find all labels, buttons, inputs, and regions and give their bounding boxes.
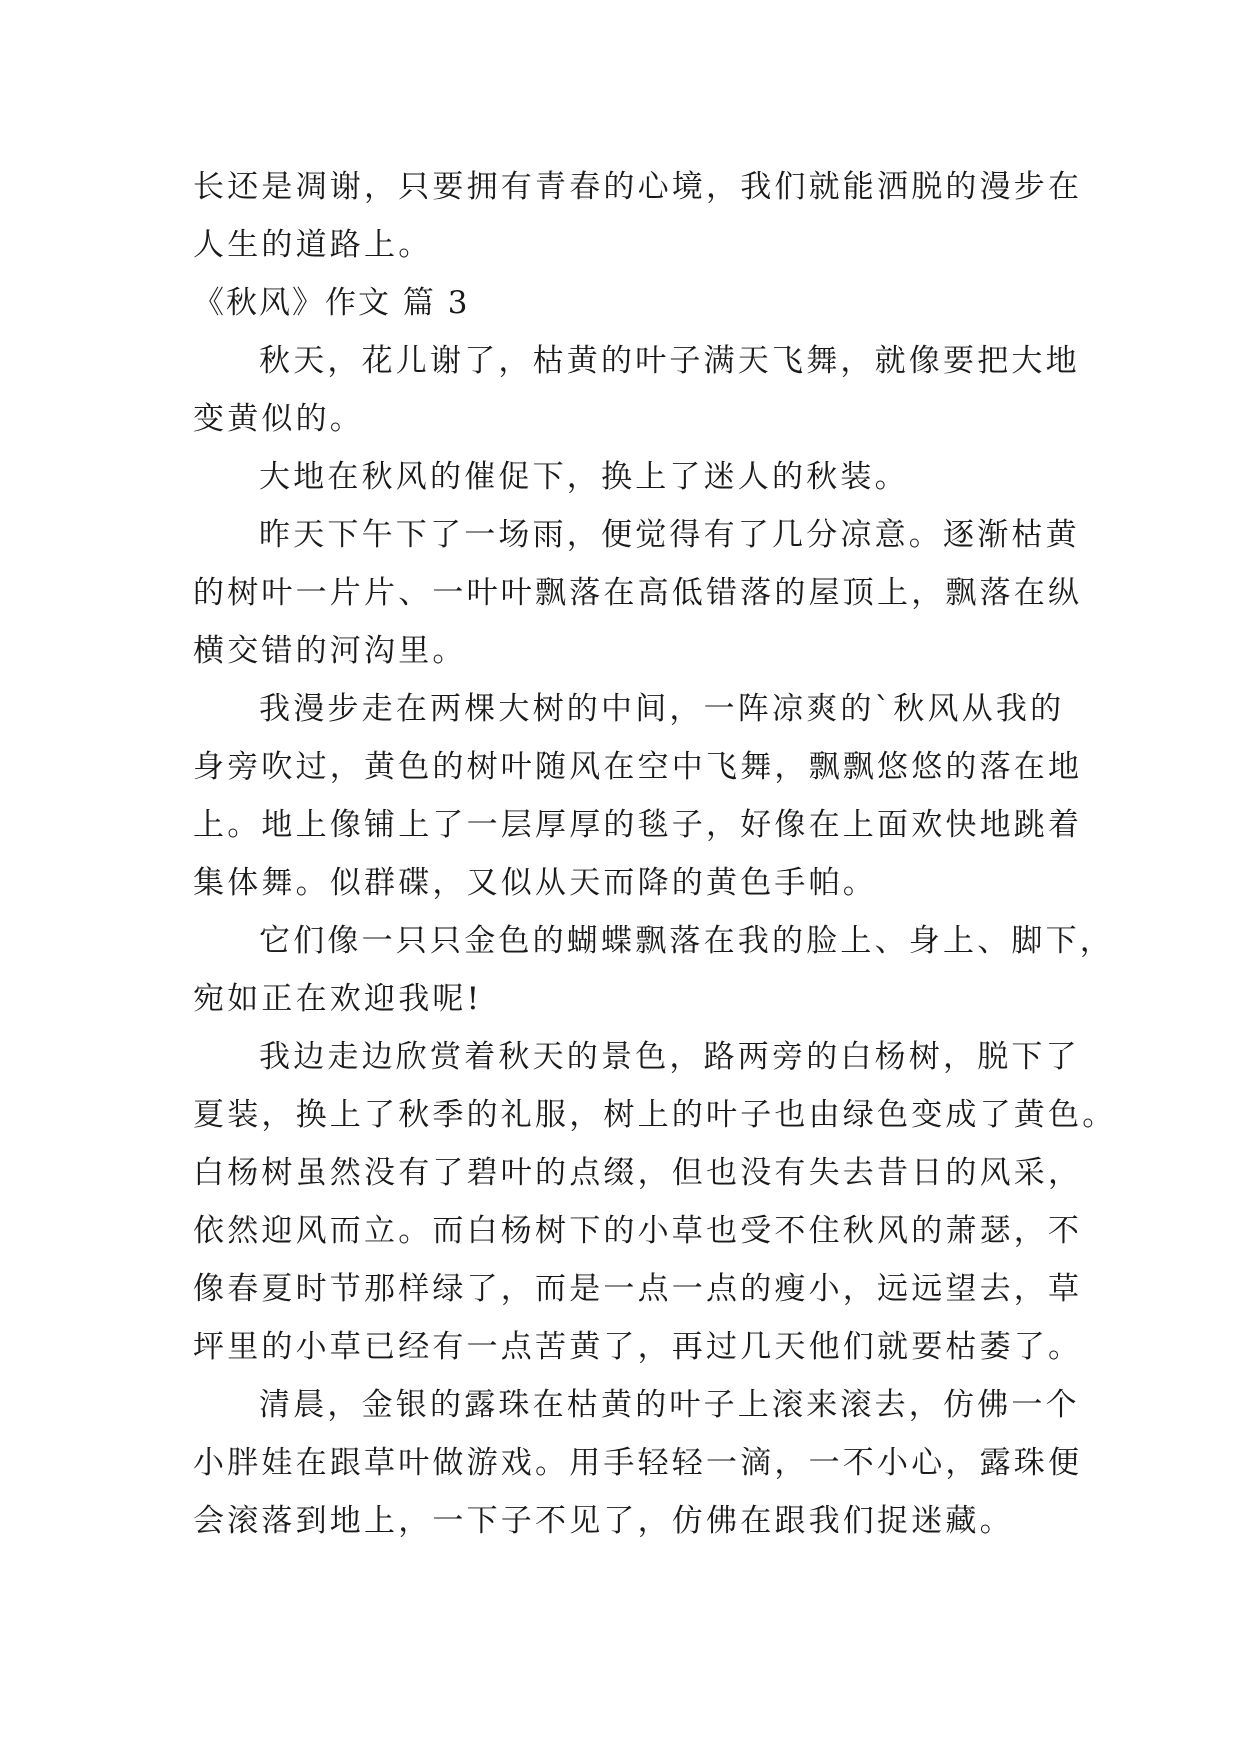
text-line-content: 白杨树虽然没有了碧叶的点缀，但也没有失去昔日的风采， xyxy=(193,1155,1083,1191)
text-line xyxy=(193,854,1073,912)
text-line xyxy=(193,158,1083,216)
text-line xyxy=(193,1492,1073,1550)
text-line xyxy=(193,1434,1083,1492)
section-heading xyxy=(193,274,1073,332)
paragraph-start-line xyxy=(193,448,1073,506)
document-body xyxy=(193,158,1117,1550)
text-line xyxy=(193,1144,1083,1202)
text-line-content: 的树叶一片片、一叶叶飘落在高低错落的屋顶上，飘落在纵 xyxy=(193,575,1083,611)
text-line-content: 坪里的小草已经有一点苦黄了，再过几天他们就要枯萎了。 xyxy=(193,1329,1083,1365)
text-line xyxy=(193,216,1073,274)
text-line-content: 它们像一只只金色的蝴蝶飘落在我的脸上、身上、脚下， xyxy=(259,923,1114,959)
paragraph-start-line xyxy=(193,1376,1080,1434)
text-line xyxy=(193,564,1083,622)
text-line-content: 长还是凋谢，只要拥有青春的心境，我们就能洒脱的漫步在 xyxy=(193,169,1083,205)
text-line-content: 宛如正在欢迎我呢! xyxy=(193,981,483,1017)
text-line-content: 像春夏时节那样绿了，而是一点一点的瘦小，远远望去，草 xyxy=(193,1271,1083,1307)
text-line-content: 秋天，花儿谢了，枯黄的叶子满天飞舞，就像要把大地 xyxy=(259,343,1080,379)
text-line-content: 大地在秋风的催促下，换上了迷人的秋装。 xyxy=(259,459,909,495)
paragraph-start-line xyxy=(193,506,1080,564)
text-line xyxy=(193,1202,1083,1260)
text-line-content: 我边走边欣赏着秋天的景色，路两旁的白杨树，脱下了 xyxy=(259,1039,1080,1075)
text-line xyxy=(193,1086,1117,1144)
text-line xyxy=(193,796,1083,854)
text-line-content: 小胖娃在跟草叶做游戏。用手轻轻一滴，一不小心，露珠便 xyxy=(193,1445,1083,1481)
text-line-content: 依然迎风而立。而白杨树下的小草也受不住秋风的萧瑟，不 xyxy=(193,1213,1083,1249)
text-line-content: 清晨，金银的露珠在枯黄的叶子上滚来滚去，仿佛一个 xyxy=(259,1387,1080,1423)
text-line-content: 上。地上像铺上了一层厚厚的毯子，好像在上面欢快地跳着 xyxy=(193,807,1083,843)
text-line xyxy=(193,970,1073,1028)
text-line xyxy=(193,622,1073,680)
text-line xyxy=(193,1318,1083,1376)
text-line-content: 身旁吹过，黄色的树叶随风在空中飞舞，飘飘悠悠的落在地 xyxy=(193,749,1083,785)
text-line-content: 集体舞。似群碟，又似从天而降的黄色手帕。 xyxy=(193,865,877,901)
section-heading-text: 《秋风》作文 篇 3 xyxy=(193,285,470,321)
text-line-content: 夏装，换上了秋季的礼服，树上的叶子也由绿色变成了黄色。 xyxy=(193,1097,1117,1133)
paragraph-start-line xyxy=(193,332,1080,390)
paragraph-start-line xyxy=(193,680,1073,738)
text-line xyxy=(193,390,1073,448)
text-line-content: 我漫步走在两棵大树的中间，一阵凉爽的`秋风从我的 xyxy=(259,691,1065,727)
text-line-content: 会滚落到地上，一下子不见了，仿佛在跟我们捉迷藏。 xyxy=(193,1503,1014,1539)
text-line xyxy=(193,738,1083,796)
text-line xyxy=(193,1260,1083,1318)
paragraph-start-line xyxy=(193,912,1114,970)
text-line-content: 变黄似的。 xyxy=(193,401,364,437)
text-line-content: 昨天下午下了一场雨，便觉得有了几分凉意。逐渐枯黄 xyxy=(259,517,1080,553)
text-line-content: 人生的道路上。 xyxy=(193,227,433,263)
text-line-content: 横交错的河沟里。 xyxy=(193,633,467,669)
paragraph-start-line xyxy=(193,1028,1080,1086)
